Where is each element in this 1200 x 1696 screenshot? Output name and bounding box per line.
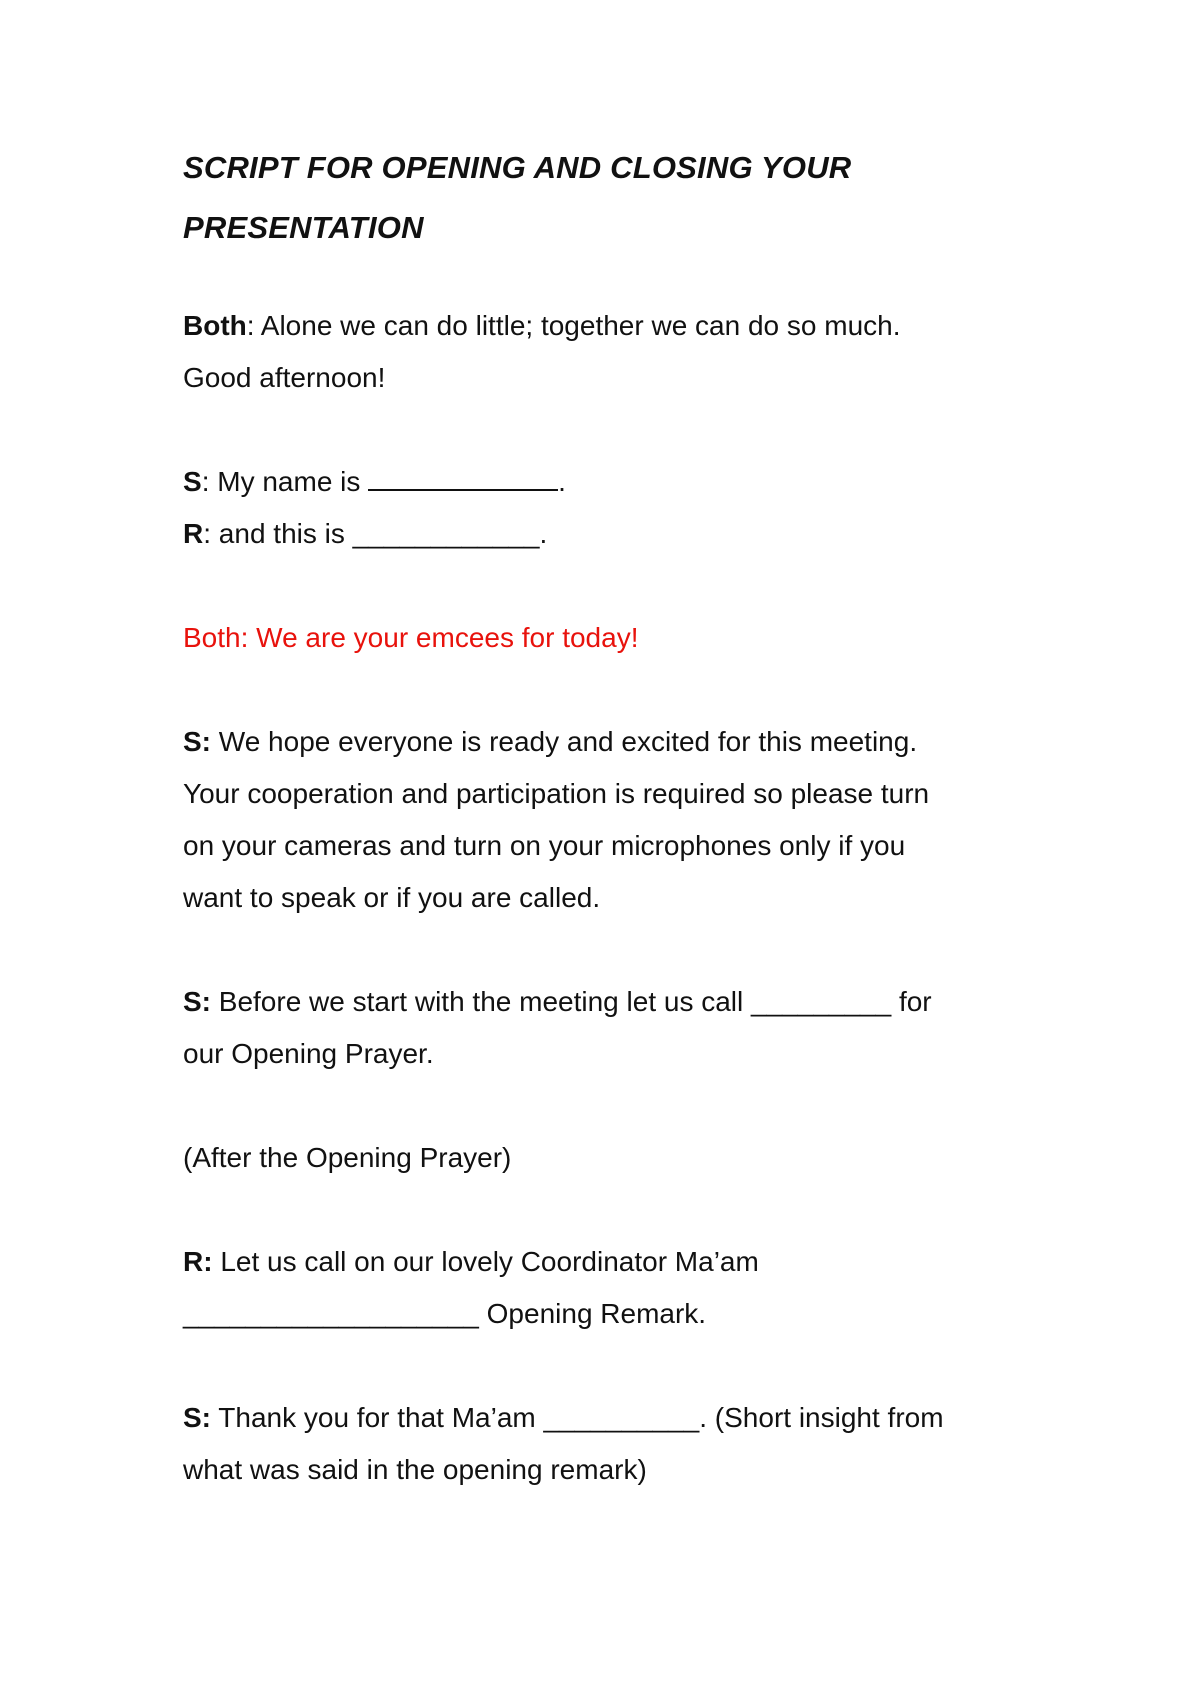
paragraph-text: Before we start with the meeting let us call _________ for — [211, 986, 932, 1017]
paragraph-text: Your cooperation and participation is required so please turn — [183, 778, 930, 809]
title-line-2: PRESENTATION — [183, 210, 424, 245]
paragraph-text: . — [558, 466, 566, 497]
document-body — [183, 138, 1043, 1496]
paragraph-instructions — [183, 716, 1043, 924]
paragraph-text: want to speak or if you are called. — [183, 882, 601, 913]
paragraph-opening-prayer — [183, 976, 1043, 1080]
speaker-label: Both — [183, 310, 247, 341]
speaker-label: S: — [183, 986, 211, 1017]
name-blank — [368, 488, 558, 491]
paragraph-both-greeting — [183, 300, 1043, 404]
speaker-label: R: — [183, 1246, 213, 1277]
paragraph-text: ___________________ Opening Remark. — [183, 1298, 707, 1329]
paragraph-text: Both: We are your emcees for today! — [183, 622, 639, 653]
paragraph-emcees — [183, 612, 1043, 664]
speaker-label: S: — [183, 726, 211, 757]
paragraph-introductions — [183, 456, 1043, 560]
document-title — [183, 138, 1043, 258]
paragraph-stage-direction — [183, 1132, 1043, 1184]
paragraph-text: what was said in the opening remark) — [183, 1454, 647, 1485]
paragraph-text: our Opening Prayer. — [183, 1038, 434, 1069]
paragraph-text: : and this is ____________. — [203, 518, 548, 549]
paragraph-thank-you — [183, 1392, 1043, 1496]
paragraph-coordinator — [183, 1236, 1043, 1340]
speaker-label: S: — [183, 1402, 211, 1433]
paragraph-text: : Alone we can do little; together we can do so much. — [246, 310, 901, 341]
paragraph-text: Thank you for that Ma’am __________. (Short insight from — [211, 1402, 944, 1433]
speaker-label: R — [183, 518, 204, 549]
title-line-1: SCRIPT FOR OPENING AND CLOSING YOUR — [183, 150, 852, 185]
paragraph-text: We hope everyone is ready and excited for this meeting. — [211, 726, 918, 757]
speaker-label: S — [183, 466, 202, 497]
paragraph-text: : My name is — [201, 466, 369, 497]
paragraph-text: on your cameras and turn on your microphones only if you — [183, 830, 906, 861]
paragraph-text: (After the Opening Prayer) — [183, 1142, 512, 1173]
paragraph-text: Let us call on our lovely Coordinator Ma’am — [212, 1246, 759, 1277]
paragraph-text: Good afternoon! — [183, 362, 386, 393]
